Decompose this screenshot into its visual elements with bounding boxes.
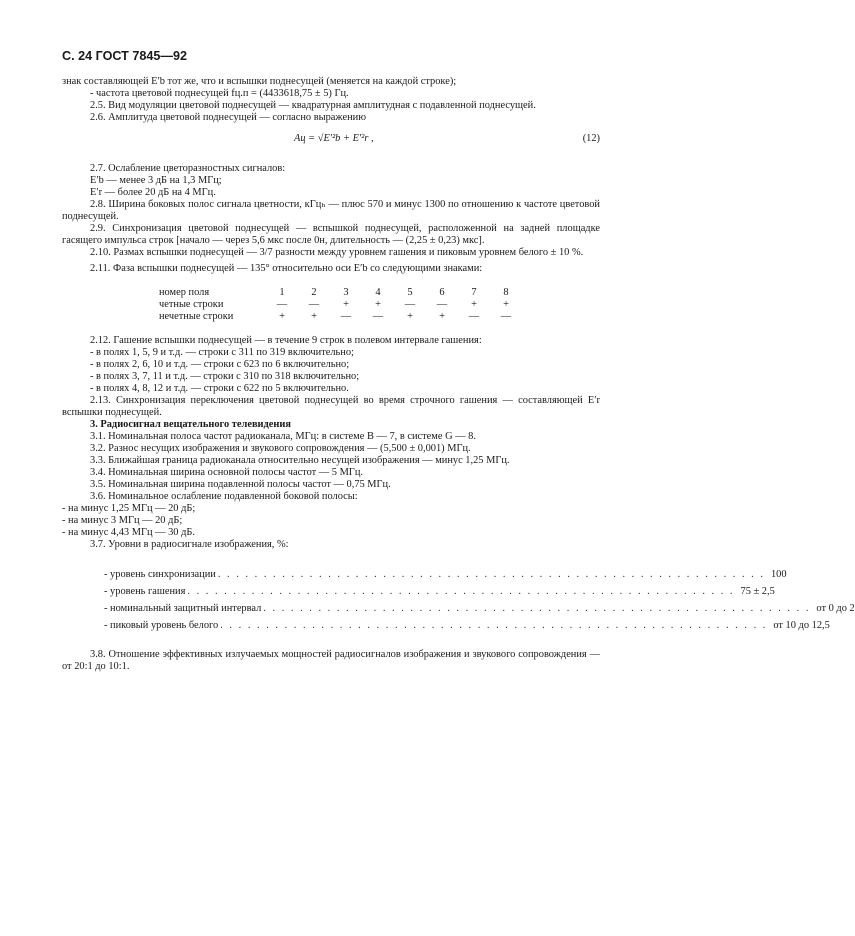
phase-cell: — <box>372 311 384 322</box>
phase-table-row <box>159 287 522 299</box>
paragraph-2-5: 2.5. Вид модуляции цветовой поднесущей — квадратурная амплитудная с подавленной поднесущей. <box>90 100 536 111</box>
paragraph-2-10: 2.10. Размах вспышки поднесущей — 3/7 разности между уровнем гашения и пиковым уровнем белого ± 10 %. <box>90 247 584 258</box>
list-item: - на минус 4,43 МГц — 30 дБ. <box>62 527 195 538</box>
phase-cell: 5 <box>407 287 413 298</box>
level-label: - уровень гашения <box>104 586 186 597</box>
paragraph: знак составляющей E′b тот же, что и вспышки поднесущей (меняется на каждой строке); <box>62 76 457 87</box>
phase-cell: + <box>503 299 509 310</box>
leader-dots: . . . . . . . . . . . . . . . . . . . . . . . . . . . . . . . . . . . . . . . . . . . . . . . . . . . . . . . . . . . . <box>263 603 811 614</box>
phase-cell: + <box>439 311 445 322</box>
phase-table-row <box>159 311 522 323</box>
level-row <box>104 586 775 603</box>
paragraph-3-6: 3.6. Номинальное ослабление подавленной боковой полосы: <box>90 491 358 502</box>
phase-cell: 8 <box>503 287 509 298</box>
phase-cell: 3 <box>343 287 349 298</box>
level-row <box>104 603 855 620</box>
page-content <box>62 76 855 673</box>
level-label: - пиковый уровень белого <box>104 620 219 631</box>
levels-list <box>104 569 855 637</box>
phase-cell: + <box>375 299 381 310</box>
section-heading: 3. Радиосигнал вещательного телевидения <box>90 419 292 430</box>
list-item: - в полях 2, 6, 10 и т.д. — строки с 623 по 6 включительно; <box>90 359 350 370</box>
phase-cell: — <box>500 311 512 322</box>
level-value: от 0 до 2 <box>816 603 855 614</box>
phase-cell: — <box>404 299 416 310</box>
phase-cell: 7 <box>471 287 477 298</box>
phase-cell: + <box>343 299 349 310</box>
phase-cell: 6 <box>439 287 445 298</box>
list-item: - в полях 4, 8, 12 и т.д. — строки с 622 по 5 включительно. <box>90 383 349 394</box>
level-value: 75 ± 2,5 <box>740 586 775 597</box>
paragraph-2-7: 2.7. Ослабление цветоразностных сигналов: <box>90 163 286 174</box>
level-row <box>104 569 787 586</box>
phase-cell: 2 <box>311 287 317 298</box>
leader-dots: . . . . . . . . . . . . . . . . . . . . . . . . . . . . . . . . . . . . . . . . . . . . . . . . . . . . . . . . . . . . <box>217 569 765 580</box>
leader-dots: . . . . . . . . . . . . . . . . . . . . . . . . . . . . . . . . . . . . . . . . . . . . . . . . . . . . . . . . . . . . <box>187 586 735 597</box>
list-item: E′r — более 20 дБ на 4 МГц. <box>90 187 216 198</box>
list-item: - на минус 1,25 МГц — 20 дБ; <box>62 503 196 514</box>
phase-cell: — <box>340 311 352 322</box>
paragraph-3-1: 3.1. Номинальная полоса частот радиоканала, МГц: в системе В — 7, в системе G — 8. <box>90 431 476 442</box>
phase-cell: + <box>311 311 317 322</box>
paragraph-3-2: 3.2. Разнос несущих изображения и звукового сопровождения — (5,500 ± 0,001) МГц. <box>90 443 471 454</box>
list-item: - в полях 3, 7, 11 и т.д. — строки с 310 по 318 включительно; <box>90 371 360 382</box>
list-item: - в полях 1, 5, 9 и т.д. — строки с 311 по 319 включительно; <box>90 347 354 358</box>
level-label: - номинальный защитный интервал <box>104 603 262 614</box>
formula: Aц = √E′²b + E′²r , <box>294 133 374 144</box>
paragraph-2-8: 2.8. Ширина боковых полос сигнала цветности, кГцₕ — плюс 570 и минус 1300 по отношению к частоте цветовой поднесущей. <box>62 199 600 222</box>
paragraph-3-4: 3.4. Номинальная ширина основной полосы частот — 5 МГц. <box>90 467 363 478</box>
paragraph-2-13: 2.13. Синхронизация переключения цветовой поднесущей во время строчного гашения — составляющей E′r вспышки поднесущей. <box>62 395 600 418</box>
formula-number: (12) <box>582 133 600 144</box>
level-value: от 10 до 12,5 <box>773 620 830 631</box>
list-item: E′b — менее 3 дБ на 1,3 МГц; <box>90 175 222 186</box>
phase-cell: 4 <box>375 287 381 298</box>
phase-row-label: четные строки <box>159 299 224 310</box>
phase-cell: — <box>436 299 448 310</box>
list-item: - частота цветовой поднесущей fц.п = (4433618,75 ± 5) Гц. <box>90 88 349 99</box>
paragraph-2-6: 2.6. Амплитуда цветовой поднесущей — согласно выражению <box>90 112 366 123</box>
phase-cell: 1 <box>279 287 285 298</box>
phase-cell: + <box>407 311 413 322</box>
phase-cell: + <box>279 311 285 322</box>
phase-sign-table <box>159 287 522 323</box>
phase-cell: — <box>276 299 288 310</box>
list-item: - на минус 3 МГц — 20 дБ; <box>62 515 183 526</box>
level-value: 100 <box>770 569 787 580</box>
leader-dots: . . . . . . . . . . . . . . . . . . . . . . . . . . . . . . . . . . . . . . . . . . . . . . . . . . . . . . . . . . . . <box>220 620 768 631</box>
phase-cell: — <box>468 311 480 322</box>
phase-row-label: номер поля <box>159 287 210 298</box>
phase-row-label: нечетные строки <box>159 311 234 322</box>
paragraph-3-8: 3.8. Отношение эффективных излучаемых мощностей радиосигналов изображения и звукового сопровождения — от 20:1 до 10:1. <box>62 649 600 672</box>
paragraph-3-3: 3.3. Ближайшая граница радиоканала относительно несущей изображения — минус 1,25 МГц. <box>90 455 510 466</box>
paragraph-2-12: 2.12. Гашение вспышки поднесущей — в течение 9 строк в полевом интервале гашения: <box>90 335 482 346</box>
paragraph-2-11: 2.11. Фаза вспышки поднесущей — 135° относительно оси E′b со следующими знаками: <box>90 263 483 274</box>
phase-cell: + <box>471 299 477 310</box>
formula-block <box>62 128 600 154</box>
page-header: С. 24 ГОСТ 7845—92 <box>62 49 187 63</box>
phase-cell: — <box>308 299 320 310</box>
paragraph-2-9: 2.9. Синхронизация цветовой поднесущей — вспышкой поднесущей, расположенной на задней площадке гасящего импульса строк [начало — через 5,6 мкс после 0н, длительность — (2,25 ± 0,23) мкс]. <box>62 223 600 246</box>
paragraph-3-5: 3.5. Номинальная ширина подавленной полосы частот — 0,75 МГц. <box>90 479 391 490</box>
level-row <box>104 620 830 637</box>
level-label: - уровень синхронизации <box>104 569 216 580</box>
paragraph-3-7: 3.7. Уровни в радиосигнале изображения, %: <box>90 539 289 550</box>
phase-table-row <box>159 299 522 311</box>
